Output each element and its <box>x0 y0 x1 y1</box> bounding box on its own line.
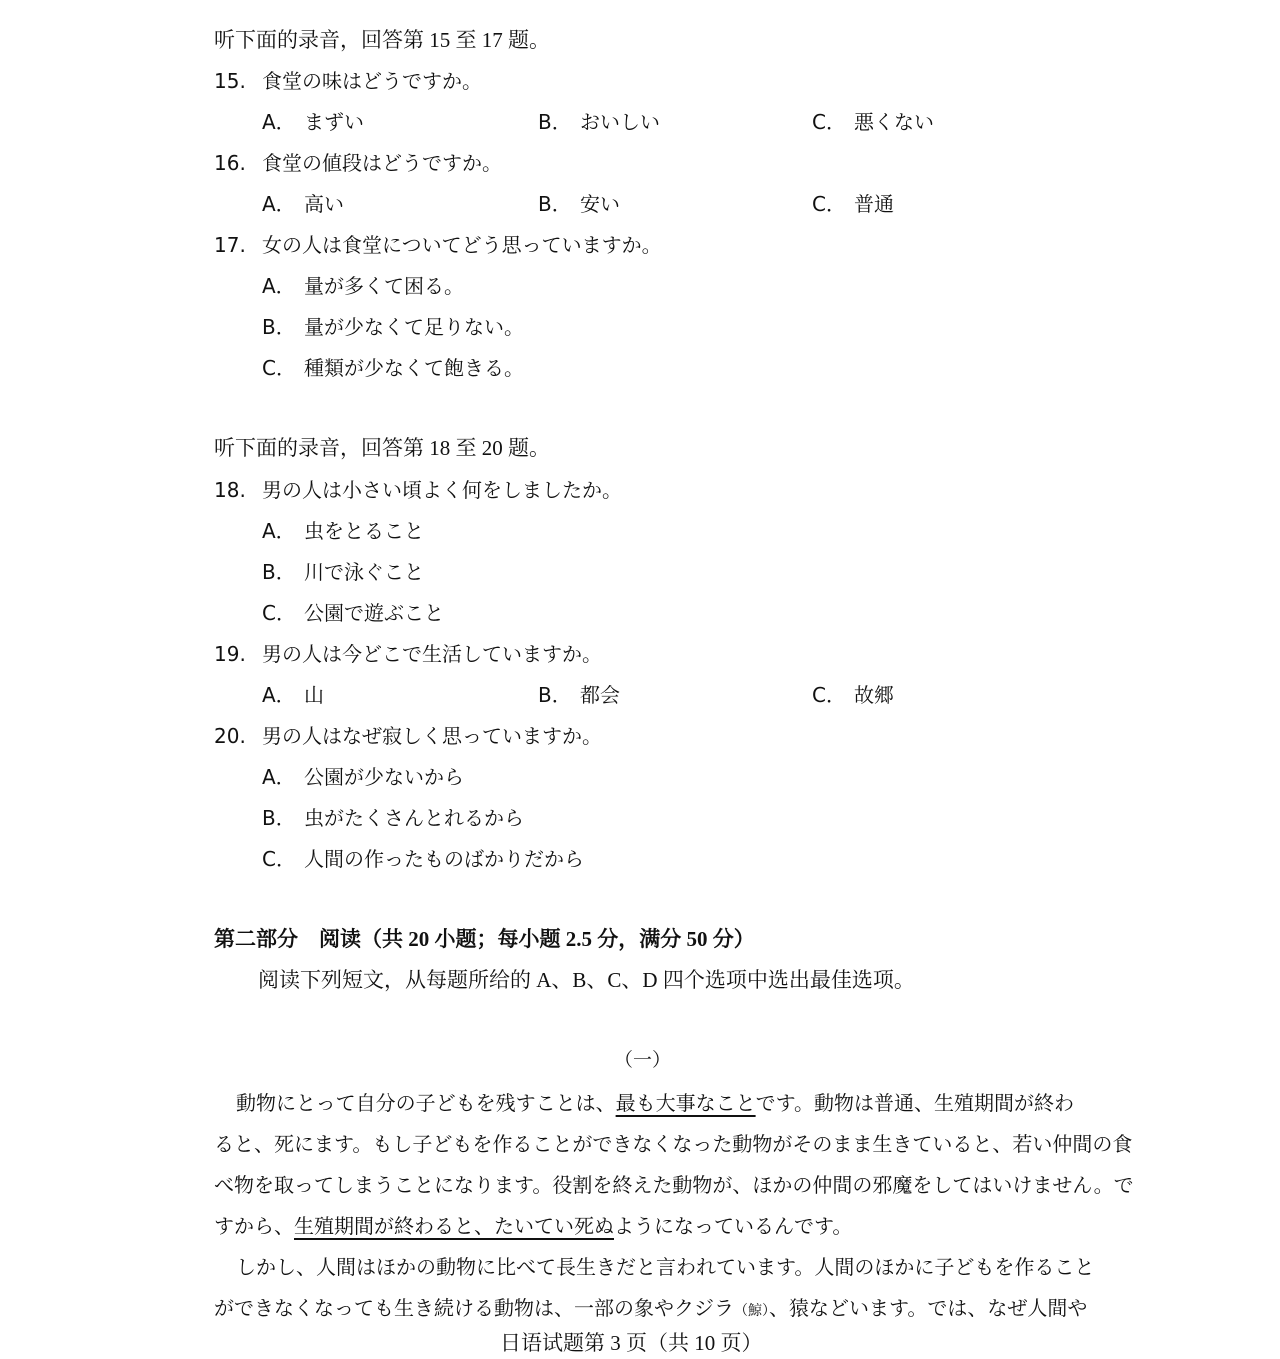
option-text: まずい <box>304 110 364 134</box>
passage-line-2: ると、死にます。もし子どもを作ることができなくなった動物がそのまま生きていると、若い仲間の食 <box>214 1132 1133 1156</box>
question-20 <box>214 720 602 749</box>
question-text: 男の人は小さい頃よく何をしましたか。 <box>262 478 622 502</box>
option-letter: A． <box>262 192 296 216</box>
option-letter: C． <box>812 192 846 216</box>
question-19 <box>214 638 602 667</box>
option-17-c <box>262 352 524 381</box>
passage-text: です。動物は普通、生殖期間が終わ <box>755 1091 1075 1115</box>
instruction-15-17: 听下面的录音，回答第 15 至 17 题。 <box>214 28 550 52</box>
option-letter: A． <box>262 110 296 134</box>
question-16 <box>214 147 502 176</box>
kanji-gloss: （鯨） <box>734 1303 769 1319</box>
option-letter: B． <box>538 110 572 134</box>
question-15 <box>214 65 482 94</box>
option-text: 虫をとること <box>304 519 424 543</box>
option-text: 高い <box>304 192 344 216</box>
option-letter: C． <box>262 601 296 625</box>
option-text: 量が多くて困る。 <box>304 274 464 298</box>
option-text: おいしい <box>580 110 660 134</box>
question-18 <box>214 474 622 503</box>
option-19-c <box>812 679 894 708</box>
passage-text: ができなくなっても生き続ける動物は、一部の象やクジラ <box>214 1296 734 1320</box>
option-text: 種類が少なくて飽きる。 <box>304 356 524 380</box>
option-letter: B． <box>262 315 296 339</box>
option-16-c <box>812 188 894 217</box>
option-18-a <box>262 515 424 544</box>
question-17 <box>214 229 662 258</box>
option-17-a <box>262 270 464 299</box>
underlined-phrase-1: 最も大事なこと <box>615 1091 756 1115</box>
question-number: 19. <box>214 642 246 666</box>
option-text: 虫がたくさんとれるから <box>304 806 524 830</box>
option-17-b <box>262 311 524 340</box>
option-letter: A． <box>262 765 296 789</box>
question-text: 男の人はなぜ寂しく思っていますか。 <box>262 724 602 748</box>
option-letter: B． <box>538 192 572 216</box>
option-text: 量が少なくて足りない。 <box>304 315 524 339</box>
option-text: 安い <box>580 192 620 216</box>
option-15-a <box>262 106 364 135</box>
option-letter: C． <box>262 847 296 871</box>
underlined-phrase-2: 生殖期間が終わると、たいてい死ぬ <box>294 1214 614 1238</box>
page-footer: 日语试题第 3 页（共 10 页） <box>500 1331 763 1355</box>
passage-text: 、猿などいます。では、なぜ人間や <box>769 1296 1088 1320</box>
option-letter: B． <box>262 806 296 830</box>
option-20-b <box>262 802 524 831</box>
question-number: 20. <box>214 724 246 748</box>
reading-instruction: 阅读下列短文，从每题所给的 A、B、C、D 四个选项中选出最佳选项。 <box>258 968 915 992</box>
option-letter: B． <box>538 683 572 707</box>
question-number: 18. <box>214 478 246 502</box>
question-text: 男の人は今どこで生活していますか。 <box>262 642 602 666</box>
option-20-c <box>262 843 584 872</box>
question-text: 食堂の値段はどうですか。 <box>262 151 502 175</box>
option-letter: C． <box>812 110 846 134</box>
question-text: 女の人は食堂についてどう思っていますか。 <box>262 233 662 257</box>
passage-line-4 <box>214 1210 852 1239</box>
option-text: 人間の作ったものばかりだから <box>304 847 584 871</box>
option-19-b <box>538 679 620 708</box>
option-18-c <box>262 597 444 626</box>
passage-line-5: しかし、人間はほかの動物に比べて長生きだと言われています。人間のほかに子どもを作ること <box>236 1255 1095 1279</box>
option-text: 公園で遊ぶこと <box>304 601 444 625</box>
option-text: 悪くない <box>854 110 934 134</box>
option-letter: B． <box>262 560 296 584</box>
option-letter: A． <box>262 274 296 298</box>
passage-line-6 <box>214 1292 1087 1321</box>
option-letter: A． <box>262 683 296 707</box>
option-15-b <box>538 106 660 135</box>
question-number: 16. <box>214 151 246 175</box>
section-heading-reading: 第二部分 阅读（共 20 小题；每小题 2.5 分，满分 50 分） <box>214 927 755 951</box>
option-text: 故郷 <box>854 683 894 707</box>
option-18-b <box>262 556 424 585</box>
option-text: 公園が少ないから <box>304 765 464 789</box>
question-text: 食堂の味はどうですか。 <box>262 69 482 93</box>
option-text: 普通 <box>854 192 894 216</box>
option-letter: C． <box>262 356 296 380</box>
question-number: 15. <box>214 69 246 93</box>
passage-line-3: べ物を取ってしまうことになります。役割を終えた動物が、ほかの仲間の邪魔をしてはいけません。で <box>214 1173 1134 1197</box>
option-16-a <box>262 188 344 217</box>
passage-label: （一） <box>614 1050 672 1071</box>
option-16-b <box>538 188 620 217</box>
passage-text: 動物にとって自分の子どもを残すことは、 <box>236 1091 616 1115</box>
instruction-18-20: 听下面的录音，回答第 18 至 20 题。 <box>214 436 550 460</box>
question-number: 17. <box>214 233 246 257</box>
option-19-a <box>262 679 324 708</box>
passage-line-1 <box>236 1087 1074 1116</box>
option-letter: A． <box>262 519 296 543</box>
option-text: 山 <box>304 683 324 707</box>
option-text: 川で泳ぐこと <box>304 560 424 584</box>
passage-text: すから、 <box>214 1214 294 1238</box>
passage-text: ようになっているんです。 <box>614 1214 853 1238</box>
option-text: 都会 <box>580 683 620 707</box>
option-20-a <box>262 761 464 790</box>
option-15-c <box>812 106 934 135</box>
option-letter: C． <box>812 683 846 707</box>
